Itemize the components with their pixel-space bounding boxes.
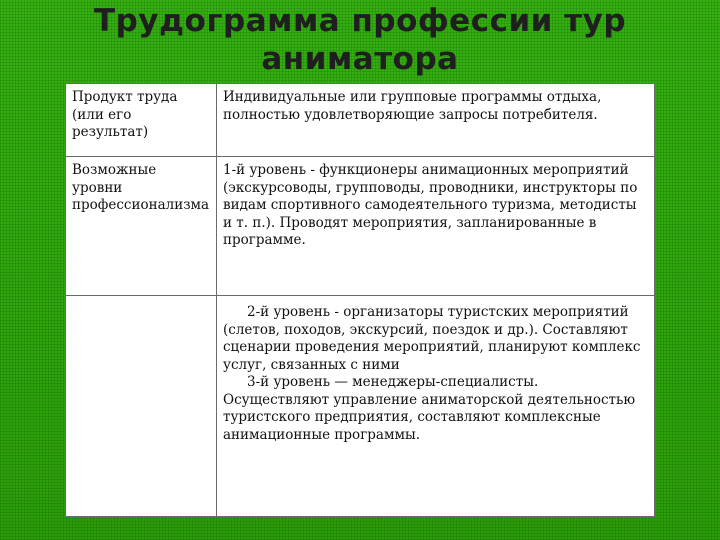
table-row [66, 157, 655, 296]
row-label [66, 296, 217, 517]
row-label: Продукт труда (или его результат) [66, 84, 217, 157]
content-paragraph: 2-й уровень - организаторы туристских мероприятий (слетов, походов, экскурсий, поездок и др.). Составляют сценарии проведения мероприятий, планируют комплекс услуг, связанных с ними [223, 304, 641, 373]
row-content [217, 84, 655, 157]
content-paragraph: Индивидуальные или групповые программы отдыха, полностью удовлетворяющие запросы потребителя. [223, 89, 602, 123]
table-row [66, 84, 655, 157]
table-row [66, 296, 655, 517]
profession-table [65, 83, 655, 517]
row-content [217, 157, 655, 296]
content-paragraph: 3-й уровень — менеджеры-специалисты. Осуществляют управление аниматорской деятельностью туристского предприятия, составляют комплексные анимационные программы. [223, 374, 636, 443]
content-paragraph: 1-й уровень - функционеры анимационных мероприятий (экскурсоводы, групповоды, проводники, инструкторы по видам спортивного самодеятельного туризма, методисты и т. п.). Проводят мероприятия, запланированные в программе. [223, 162, 638, 248]
row-content [217, 296, 655, 517]
row-label: Возможные уровни профессионализма [66, 157, 217, 296]
slide-title: Трудограмма профессии тур аниматора [93, 3, 627, 77]
